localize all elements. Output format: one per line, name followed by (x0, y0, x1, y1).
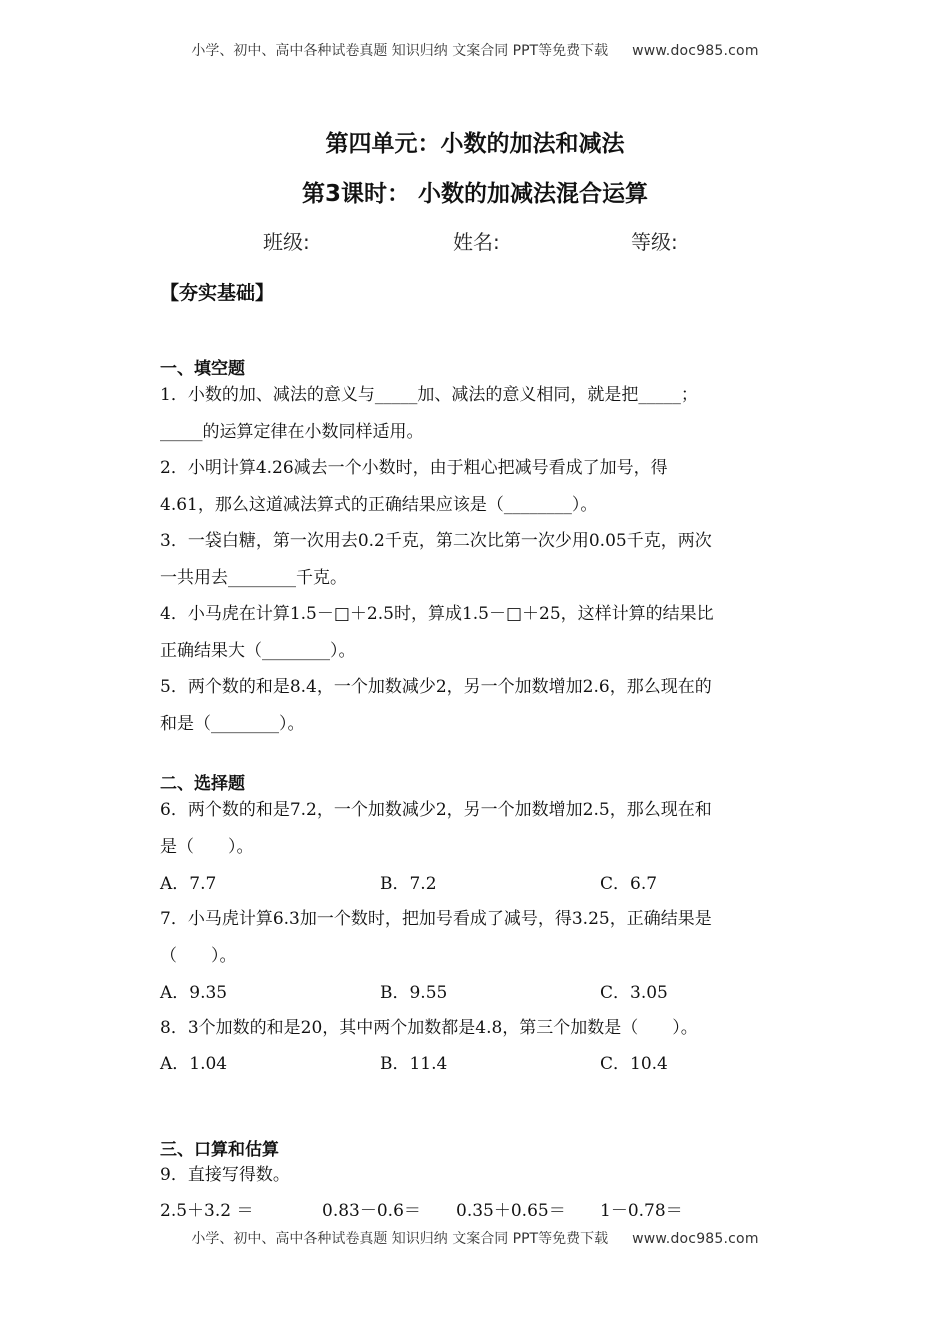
question-line: 3．一袋白糖，第一次用去0.2千克，第二次比第一次少用0.05千克，两次 (160, 531, 712, 551)
question-line: 一共用去________千克。 (160, 568, 347, 588)
option-a: A．7.7 (160, 874, 217, 894)
page-footer (0, 1228, 950, 1248)
question-line: 正确结果大（________）。 (160, 641, 356, 661)
question-line: 和是（________）。 (160, 714, 305, 734)
section-tag-basics: 【夯实基础】 (160, 282, 275, 304)
class-label: 班级: (263, 230, 310, 254)
question-line: _____的运算定律在小数同样适用。 (160, 422, 424, 442)
page-header (0, 40, 950, 60)
question-line: 2．小明计算4.26减去一个小数时，由于粗心把减号看成了加号，得 (160, 458, 668, 478)
header-text: 小学、初中、高中各种试卷真题 知识归纳 文案合同 PPT等免费下载 (191, 43, 609, 59)
question-line: 4．小马虎在计算1.5－□＋2.5时，算成1.5－□＋25，这样计算的结果比 (160, 604, 714, 624)
name-label: 姓名: (453, 230, 500, 254)
option-c: C．6.7 (600, 874, 658, 894)
question-line: 1．小数的加、减法的意义与_____加、减法的意义相同，就是把_____； (160, 385, 698, 405)
fill-in-heading: 一、填空题 (160, 359, 245, 379)
question-line: 9．直接写得数。 (160, 1165, 290, 1185)
question-line: 8．3个加数的和是20，其中两个加数都是4.8，第三个加数是（ ）。 (160, 1018, 698, 1038)
lesson-title: 第3课时： 小数的加减法混合运算 (301, 181, 648, 207)
question-line: 4.61，那么这道减法算式的正确结果应该是（________）。 (160, 495, 598, 515)
calc-item: 2.5＋3.2 ＝ (160, 1201, 254, 1221)
choice-heading: 二、选择题 (160, 774, 245, 794)
option-b: B．11.4 (380, 1054, 448, 1074)
option-c: C．3.05 (600, 983, 668, 1003)
grade-label: 等级: (631, 230, 678, 254)
footer-text: 小学、初中、高中各种试卷真题 知识归纳 文案合同 PPT等免费下载 (191, 1231, 609, 1247)
question-line: 是（ ）。 (160, 837, 254, 857)
option-b: B．7.2 (380, 874, 437, 894)
question-line: （ ）。 (160, 946, 237, 966)
oral-heading: 三、口算和估算 (160, 1140, 279, 1160)
calc-item: 1－0.78＝ (600, 1201, 683, 1221)
question-line: 5．两个数的和是8.4，一个加数减少2，另一个加数增加2.6，那么现在的 (160, 677, 712, 697)
option-a: A．9.35 (160, 983, 228, 1003)
option-b: B．9.55 (380, 983, 448, 1003)
footer-site-link[interactable]: www.doc985.com (632, 1231, 759, 1247)
unit-title: 第四单元：小数的加法和减法 (325, 131, 625, 157)
option-a: A．1.04 (160, 1054, 228, 1074)
question-line: 7．小马虎计算6.3加一个数时，把加号看成了减号，得3.25，正确结果是 (160, 909, 712, 929)
header-site-link[interactable]: www.doc985.com (632, 43, 759, 59)
option-c: C．10.4 (600, 1054, 668, 1074)
question-line: 6．两个数的和是7.2，一个加数减少2，另一个加数增加2.5，那么现在和 (160, 800, 712, 820)
calc-item: 0.35＋0.65＝ (456, 1201, 566, 1221)
calc-item: 0.83－0.6＝ (322, 1201, 421, 1221)
